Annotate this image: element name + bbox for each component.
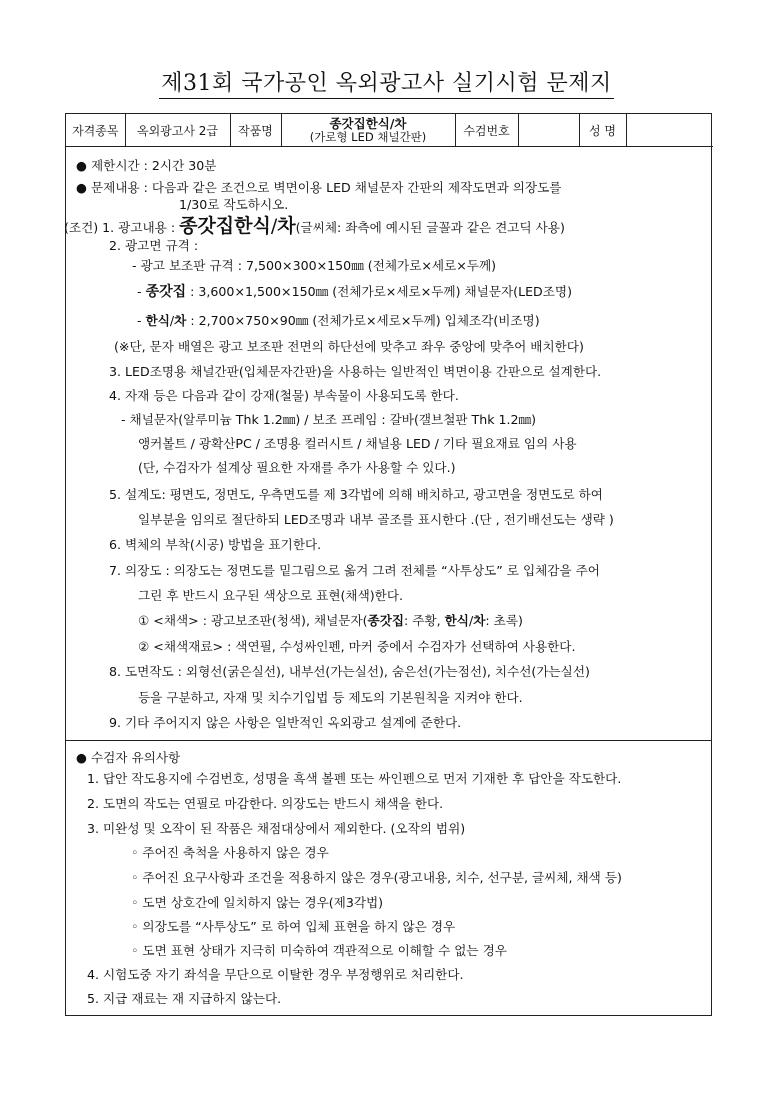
condition-1 [64,215,565,239]
ad-text-jonggatjip: 종갓집 [179,215,235,237]
condition-4-note: (단, 수검자가 설계상 필요한 자재를 추가 사용할 수 있다.) [138,460,456,475]
condition-7-color-pre: ① <채색> : 광고보조판(청색), 채널문자( [138,613,368,628]
name-field[interactable] [626,114,713,147]
condition-8-line2: 등을 구분하고, 자재 및 치수기입법 등 제도의 기본원칙을 지켜야 한다. [138,690,523,705]
condition-2-sculpt-dash: - [137,313,146,328]
qual-value: 옥외광고사 2급 [125,114,230,147]
condition-7-line1: 7. 의장도 : 의장도는 정면도를 밑그림으로 옮겨 그려 전체를 “사투상도” 로 입체감을 주어 [109,563,600,578]
name-label: 성 명 [579,114,626,147]
condition-7-color-bold3: 차 [473,613,486,628]
page-title [0,66,773,97]
condition-7-line2: 그린 후 반드시 요구된 색상으로 표현(채색)한다. [138,588,403,603]
page-title-text: 제31회 국가공인 옥외광고사 실기시험 문제지 [159,71,614,99]
problem-content-line1: ● 문제내용 : 다음과 같은 조건으로 벽면이용 LED 채널문자 간판의 제작도면과 의장도를 [76,180,562,195]
time-limit: ● 제한시간 : 2시간 30분 [76,158,217,173]
condition-2-channel-bold: 종갓집 [145,284,187,300]
note-4: 4. 시험도중 자기 좌석을 무단으로 이탈한 경우 부정행위로 처리한다. [87,967,464,982]
condition-5-line2: 일부분을 임의로 절단하되 LED조명과 내부 골조를 표시한다 .(단 , 전기배선도는 생략 ) [138,512,614,527]
condition-2: 2. 광고면 규격 : [109,238,199,253]
condition-7-color-slash: / [468,613,474,628]
section-divider [66,740,711,741]
condition-2-channel-dash: - [137,284,146,299]
condition-2-channel-rest: : 3,600×1,500×150㎜ (전체가로×세로×두께) 채널문자(LED조명) [186,284,572,299]
condition-6: 6. 벽체의 부착(시공) 방법을 표기한다. [109,537,322,552]
note-3-item-b: ◦ 주어진 요구사항과 조건을 적용하지 않은 경우(광고내용, 치수, 선구분, 글씨체, 채색 등) [131,870,622,885]
ad-text-slash: / [270,215,278,237]
condition-7-color-post: : 초록) [485,613,523,628]
work-label: 작품명 [230,114,281,147]
problem-content-line2: 1/30로 작도하시오. [179,197,289,212]
condition-7-color [138,613,523,629]
note-3-item-c: ◦ 도면 상호간에 일치하지 않는 경우(제3각법) [131,895,384,910]
ad-text-cha: 차 [277,215,296,237]
condition-4-materials-a: - 채널문자(알루미늄 Thk 1.2㎜) / 보조 프레임 : 갈바(갤브철판 Thk 1.2㎜) [121,412,537,427]
condition-9: 9. 기타 주어지지 않은 사항은 일반적인 옥외광고 설계에 준한다. [109,715,462,730]
condition-7-color-bold2: 한식 [444,613,469,628]
note-3-item-a: ◦ 주어진 축척을 사용하지 않은 경우 [131,845,329,860]
note-2: 2. 도면의 작도는 연필로 마감한다. 의장도는 반드시 채색을 한다. [87,796,444,811]
note-3-item-e: ◦ 도면 표현 상태가 지극히 미숙하여 객관적으로 이해할 수 없는 경우 [131,943,507,958]
work-title: 종갓집한식/차 [329,115,407,131]
condition-2-board: - 광고 보조판 규격 : 7,500×300×150㎜ (전체가로×세로×두께) [132,258,497,273]
condition-5-line1: 5. 설계도: 평면도, 정면도, 우측면도를 제 3각법에 의해 배치하고, 광고면을 정면도로 하여 [109,487,603,502]
work-title-cell [281,114,455,147]
condition-2-sculpt-slash: / [169,313,175,328]
condition-3: 3. LED조명용 채널간판(입체문자간판)을 사용하는 일반적인 벽면이용 간판으로 설계한다. [109,364,602,379]
exam-number-label: 수검번호 [455,114,518,147]
condition-7-color-mid: : 주황, [404,613,445,628]
condition-1-prefix: (조건) 1. 광고내용 : [64,220,180,235]
condition-2-sculpt-bold1: 한식 [145,313,170,328]
note-1: 1. 답안 작도용지에 수검번호, 성명을 흑색 볼펜 또는 싸인펜으로 먼저 기재한 후 답안을 작도한다. [87,771,622,786]
condition-8-line1: 8. 도면작도 : 외형선(굵은실선), 내부선(가는실선), 숨은선(가는점선), 치수선(가는실선) [109,664,590,679]
note-3-item-d: ◦ 의장도를 “사투상도” 로 하여 입체 표현을 하지 않은 경우 [131,919,456,934]
condition-4: 4. 자재 등은 다음과 같이 강재(철물) 부속물이 사용되도록 한다. [109,388,459,403]
ad-text-hansik: 한식 [234,215,271,237]
qual-label: 자격종목 [66,114,125,147]
condition-7-materials: ② <채색재료> : 색연필, 수성싸인펜, 마커 중에서 수검자가 선택하여 사용한다. [138,639,576,654]
condition-2-sculpt [137,313,540,329]
condition-7-color-bold1: 종갓집 [367,613,405,628]
condition-2-note: (※단, 문자 배열은 광고 보조판 전면의 하단선에 맞추고 좌우 중앙에 맞추어 배치한다) [114,339,584,354]
condition-2-sculpt-bold2: 차 [174,313,187,328]
notes-heading: ● 수검자 유의사항 [76,750,181,765]
header-table [66,114,713,147]
note-5: 5. 지급 재료는 재 지급하지 않는다. [87,991,282,1006]
work-subtitle: (가로형 LED 채널간판) [309,129,427,144]
exam-number-field[interactable] [518,114,579,147]
exam-sheet-frame [65,113,712,1016]
condition-2-channel [137,284,572,300]
note-3: 3. 미완성 및 오작이 된 작품은 채점대상에서 제외한다. (오작의 범위) [87,821,466,836]
condition-1-rest: (글씨체: 좌측에 예시된 글꼴과 같은 견고딕 사용) [295,220,565,235]
condition-2-sculpt-rest: : 2,700×750×90㎜ (전체가로×세로×두께) 입체조각(비조명) [186,313,540,328]
condition-4-materials-b: 앵커볼트 / 광확산PC / 조명용 컬러시트 / 채널용 LED / 기타 필요재료 임의 사용 [138,436,577,451]
